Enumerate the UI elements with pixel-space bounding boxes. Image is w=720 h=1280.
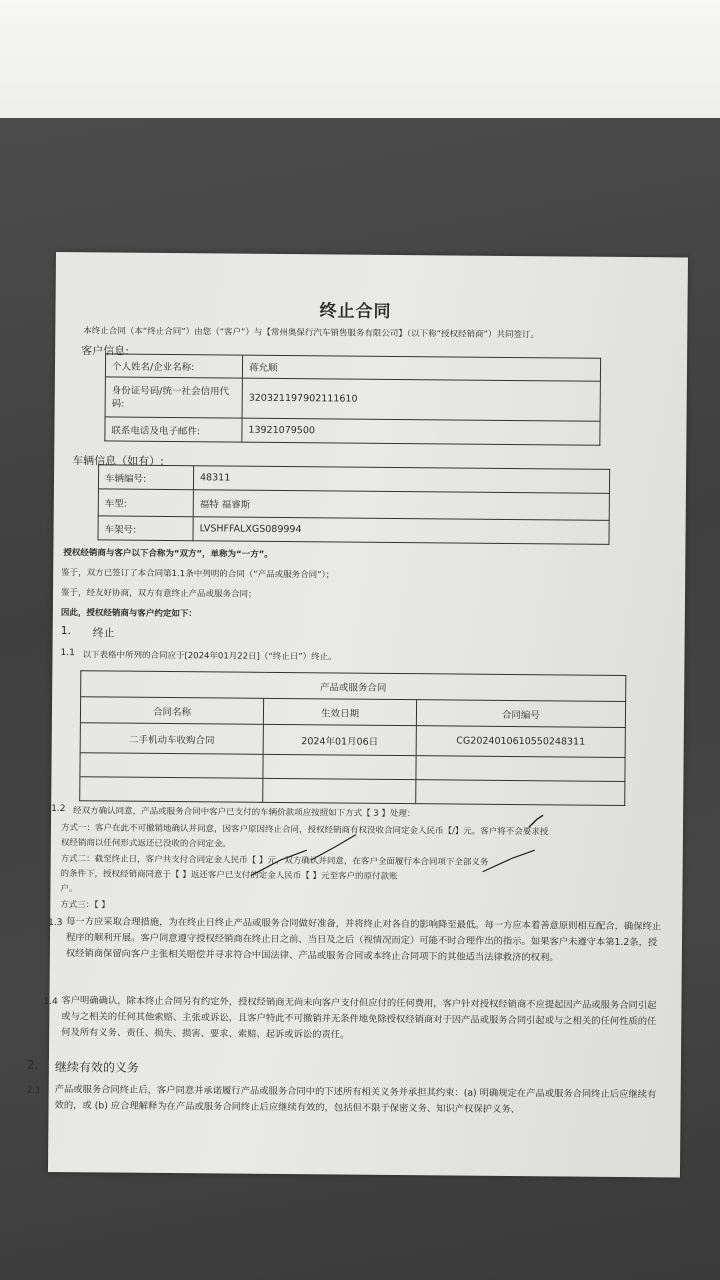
clause-1-2-method-1-cont: 权经销商以任何形式返还已没收的合同定金。 [60,838,231,850]
vehicle-number-value: 48311 [193,466,609,494]
contract-table-caption: 产品或服务合同 [81,671,626,702]
clause-2-1-number: 2.1 [26,1085,42,1096]
intro-line: 本终止合同（本“终止合同”）由您（“客户”）与【常州奥保行汽车销售服务有限公司】（以下称“授权经销商”）共同签订。 [83,326,540,341]
customer-contact-label: 联系电话及电子邮件: [105,417,242,442]
vehicle-info-table [97,464,610,544]
parties-definition: 授权经销商与客户以下合称为“双方”，单称为“一方”。 [63,548,273,560]
table-row [105,417,600,445]
table-row [80,723,625,758]
background-top [0,0,720,130]
recital-3: 因此，授权经销商与客户约定如下： [60,608,197,620]
customer-info-table [104,353,601,445]
clause-1-4-number: 1.4 [43,996,58,1008]
customer-name-label: 个人姓名/企业名称: [105,354,242,378]
vehicle-section-label: 车辆信息（如有）: [72,454,164,468]
clause-1-4-text: 客户明确确认，除本终止合同另有约定外，授权经销商无尚未向客户支付但应付的任何费用，客户针对授权经销商不应提起因产品或服务合同引起或与之相关的任何其他索赔、主张或诉讼，且客户特此不可撤销并无条件地免除授权经销商对于因产品或服务合同引起或与之相关的任何性质的任何及所有义务、责任、损失、损害、要求、索赔、起诉或诉讼的责任。 [61,995,657,1041]
vehicle-model-label: 车型: [98,489,193,517]
vehicle-vin-value: LVSHFFALXGS089994 [193,517,609,545]
clause-1-2-method-2-end: 户。 [60,884,78,895]
clause-1-3-text: 每一方应采取合理措施，为在终止日终止产品或服务合同做好准备，并将终止对各自的影响降至最低。每一方应本着善意原则相互配合，确保终止程序的顺利开展。客户同意遵守授权经销商在终止日之前、当日及之后（视情况而定）可能不时合理作出的指示。如果客户未遵守本第1.2条，授权经销商保留向客户主张相关赔偿并寻求符合中国法律、产品或服务合同或本终止合同项下的其他适当法律救济的权利。 [65,916,662,964]
contract-cell-date: 2024年01月06日 [263,724,416,755]
section-1-number: 1. [60,624,72,638]
clause-1-2-method-2-cont: 的条件下，授权经销商同意于【 】返还客户已支付的定金人民币【 】元至客户的原付款账 [60,869,398,883]
vehicle-number-label: 车辆编号: [98,465,193,490]
document-page [26,252,688,1177]
contract-table [79,670,626,806]
clause-1-2-number: 1.2 [51,803,66,815]
section-1-title: 终止 [92,626,115,640]
clause-1-1-text: 以下表格中所列的合同应于[2024年01月22日]（“终止日”）终止。 [82,650,337,663]
clause-1-1-number: 1.1 [60,648,75,659]
contract-cell-name: 二手机动车收购合同 [80,723,263,755]
contract-cell-empty [263,754,416,779]
clause-1-2-method-3: 方式三：【 】 [60,900,110,911]
vehicle-model-value: 福特 福睿斯 [193,490,609,521]
document-title: 终止合同 [319,301,392,322]
recital-1: 鉴于，双方已签订了本合同第1.1条中列明的合同（“产品或服务合同”）； [61,568,335,581]
recital-2: 鉴于，经友好协商，双方有意终止产品或服务合同； [60,588,257,600]
clause-1-2-line-1: 经双方确认同意，产品或服务合同中客户已支付的车辆价款项应按照如下方式【 3 】处理： [73,806,416,820]
clause-1-2-method-1: 方式一：客户在此不可撤销地确认并同意，因客户原因终止合同，授权经销商有权没收合同定金人民币【/】元。客户将不会要求授 [60,823,549,838]
contract-cell-number: CG20240106105502483​11 [416,726,625,758]
clause-1-2-method-2: 方式二：截至终止日，客户共支付合同定金人民币【 】元，双方确认并同意，在客户全面履行本合同项下全部义务 [60,854,489,868]
table-row [98,516,609,544]
vehicle-vin-label: 车架号: [98,516,193,541]
customer-section-label: 客户信息: [81,344,129,358]
handwritten-marks [51,792,672,877]
customer-contact-value: 13921079500 [242,418,600,445]
customer-name-value: 蒋允顺 [242,355,600,381]
clause-1-3-number: 1.3 [48,917,63,929]
clause-2-1-text: 产品或服务合同终止后，客户同意并承诺履行产品或服务合同中的下述所有相关义务并承担其约束：(a) 明确规定在产品或服务合同终止后应继续有效的，或 (b) 应合理解释为在产品或服务合同终止后应继续有效的，包括但不限于保密义务、知识产权保护义务、 [54,1084,657,1116]
contract-header-date: 生效日期 [263,698,416,725]
customer-id-label: 身份证号码/统一社会信用代码: [105,377,242,418]
contract-cell-empty [80,753,263,779]
table-row [105,377,600,421]
contract-cell-empty [416,756,625,782]
section-2-number: 2. [26,1057,39,1072]
contract-header-number: 合同编号 [416,700,625,728]
section-2-title: 继续有效的义务 [54,1060,139,1075]
customer-id-value: 320321197902111610 [242,378,600,421]
contract-header-name: 合同名称 [80,697,263,725]
